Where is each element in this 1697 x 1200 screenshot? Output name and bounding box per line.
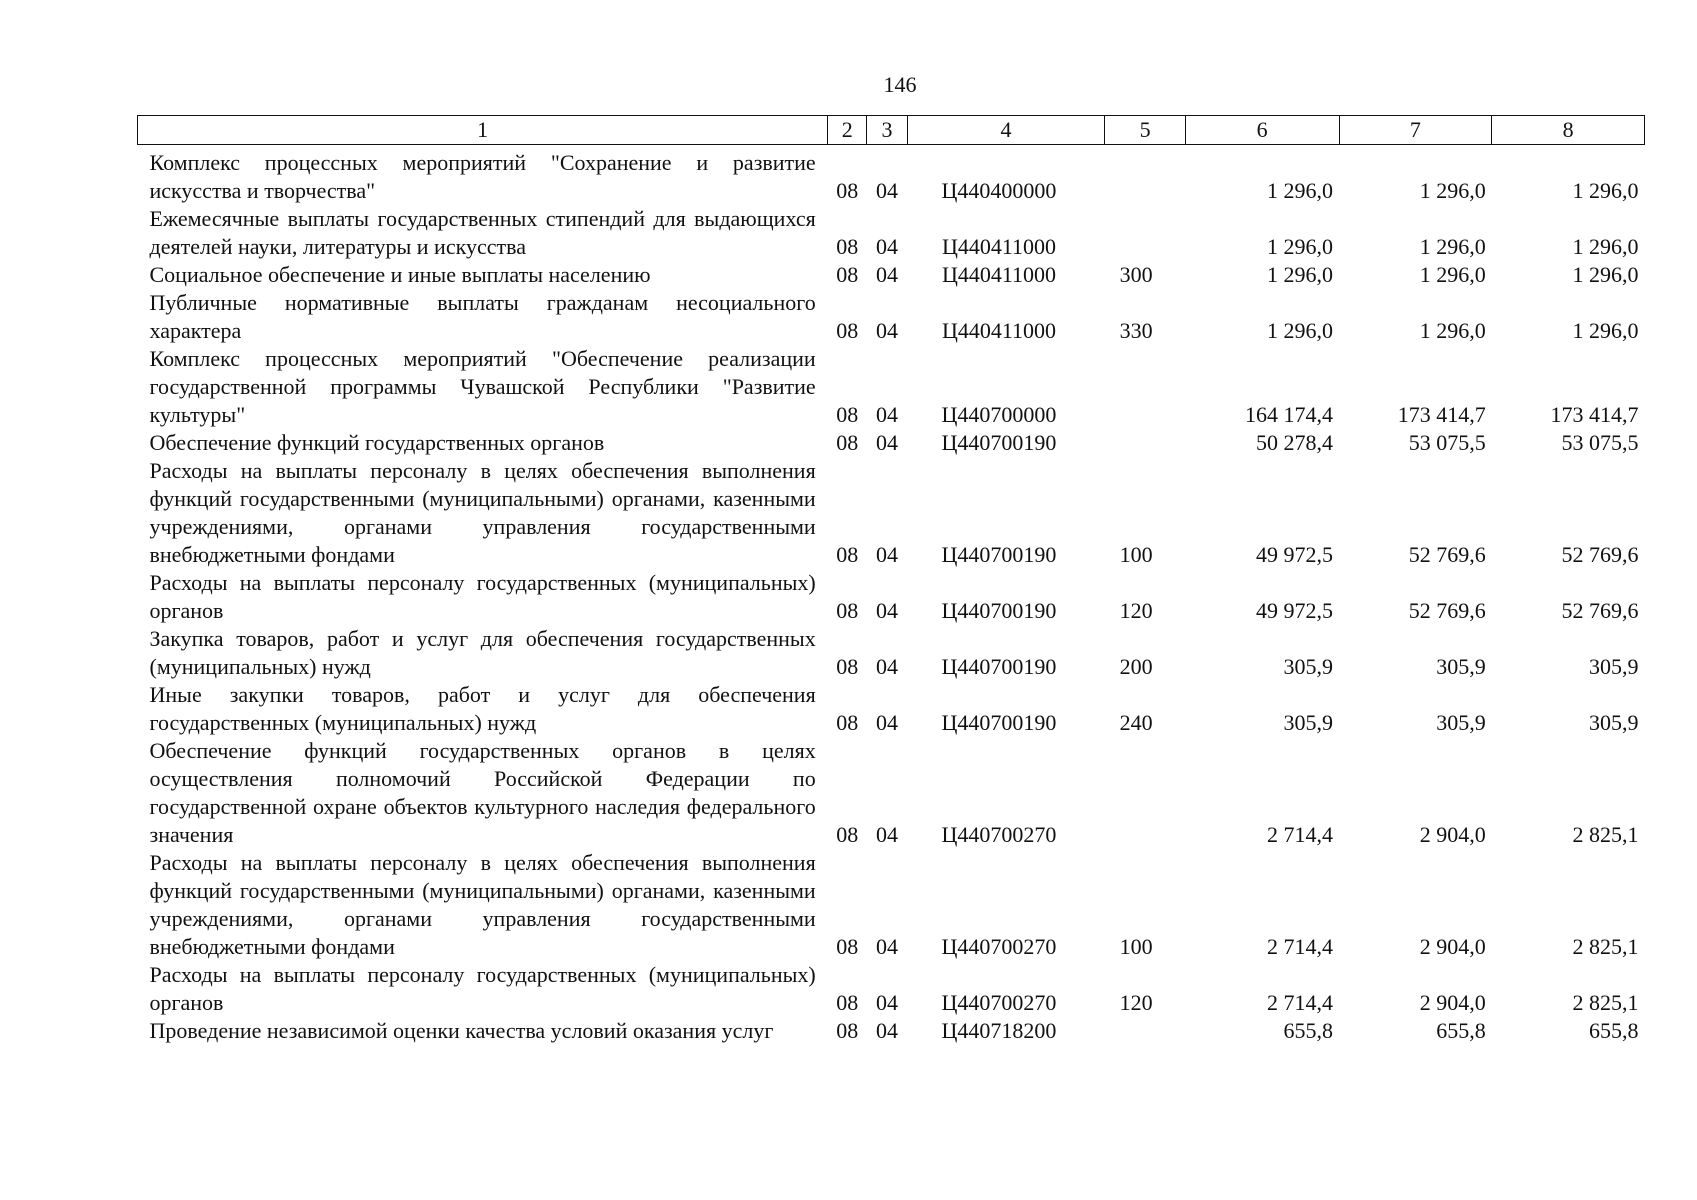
column-header-7: 7 — [1339, 116, 1492, 145]
row-section: 08 — [836, 822, 859, 847]
row-name: Обеспечение функций государственных органов в целях осуществления полномочий Российской Федерации по государственной охране объектов культурного наследия федерального значения — [149, 738, 816, 847]
row-value-col6: 655,8 — [1283, 1018, 1334, 1043]
row-name: Комплекс процессных мероприятий "Сохранение и развитие искусства и творчества" — [149, 150, 816, 203]
row-target-code: Ц440400000 — [941, 178, 1057, 203]
row-subsection: 04 — [875, 178, 898, 203]
row-name: Расходы на выплаты персоналу государственных (муниципальных) органов — [149, 570, 816, 623]
row-target-code: Ц440700000 — [941, 402, 1057, 427]
table-row — [138, 1017, 1645, 1045]
row-section: 08 — [836, 990, 859, 1015]
row-name: Социальное обеспечение и иные выплаты населению — [149, 262, 651, 287]
row-section: 08 — [836, 1018, 859, 1043]
row-section: 08 — [836, 598, 859, 623]
row-value-col7: 305,9 — [1436, 654, 1486, 679]
row-value-col8: 655,8 — [1589, 1018, 1639, 1043]
row-value-col8: 305,9 — [1589, 710, 1639, 735]
table-row — [138, 145, 1645, 206]
row-expense-type: 240 — [1119, 710, 1153, 735]
row-subsection: 04 — [875, 822, 898, 847]
table-row — [138, 681, 1645, 737]
row-target-code: Ц440700190 — [941, 542, 1057, 567]
row-subsection: 04 — [875, 710, 898, 735]
table-body — [138, 145, 1645, 1046]
row-name: Иные закупки товаров, работ и услуг для обеспечения государственных (муниципальных) нужд — [149, 682, 816, 735]
row-target-code: Ц440700270 — [941, 934, 1057, 959]
row-section: 08 — [836, 402, 859, 427]
column-header-4: 4 — [907, 116, 1105, 145]
row-section: 08 — [836, 318, 859, 343]
row-value-col6: 1 296,0 — [1267, 262, 1334, 287]
budget-table — [137, 115, 1645, 1045]
row-subsection: 04 — [875, 542, 898, 567]
row-target-code: Ц440718200 — [941, 1018, 1057, 1043]
column-header-8: 8 — [1492, 116, 1645, 145]
row-expense-type: 120 — [1119, 598, 1153, 623]
row-value-col8: 53 075,5 — [1561, 430, 1639, 455]
row-value-col7: 1 296,0 — [1419, 178, 1486, 203]
row-name: Публичные нормативные выплаты гражданам несоциального характера — [149, 290, 816, 343]
row-value-col6: 2 714,4 — [1267, 990, 1334, 1015]
row-value-col8: 1 296,0 — [1572, 318, 1639, 343]
row-target-code: Ц440700190 — [941, 598, 1057, 623]
row-value-col8: 1 296,0 — [1572, 178, 1639, 203]
row-name: Расходы на выплаты персоналу в целях обеспечения выполнения функций государственными (муниципальными) органами, казенными учреждениями, органами управления государственными внебюджетными фондами — [149, 458, 816, 567]
row-value-col7: 1 296,0 — [1419, 262, 1486, 287]
row-value-col8: 1 296,0 — [1572, 262, 1639, 287]
row-expense-type — [1105, 429, 1185, 457]
row-value-col6: 1 296,0 — [1267, 178, 1334, 203]
row-value-col7: 1 296,0 — [1419, 234, 1486, 259]
row-subsection: 04 — [875, 1018, 898, 1043]
row-value-col8: 1 296,0 — [1572, 234, 1639, 259]
row-section: 08 — [836, 934, 859, 959]
row-name: Закупка товаров, работ и услуг для обеспечения государственных (муниципальных) нужд — [149, 626, 816, 679]
row-subsection: 04 — [875, 654, 898, 679]
table-row — [138, 737, 1645, 849]
row-value-col6: 49 972,5 — [1256, 542, 1334, 567]
row-expense-type: 200 — [1119, 654, 1153, 679]
row-subsection: 04 — [875, 990, 898, 1015]
header-row — [138, 116, 1645, 145]
row-value-col6: 305,9 — [1283, 710, 1334, 735]
row-expense-type: 100 — [1119, 542, 1153, 567]
row-section: 08 — [836, 710, 859, 735]
row-expense-type — [1105, 345, 1185, 429]
row-value-col8: 52 769,6 — [1561, 598, 1639, 623]
row-value-col7: 655,8 — [1436, 1018, 1486, 1043]
table-row — [138, 261, 1645, 289]
column-header-6: 6 — [1185, 116, 1339, 145]
table-row — [138, 625, 1645, 681]
row-value-col7: 52 769,6 — [1408, 542, 1486, 567]
table-row — [138, 345, 1645, 429]
row-section: 08 — [836, 234, 859, 259]
row-value-col6: 1 296,0 — [1267, 234, 1334, 259]
row-section: 08 — [836, 262, 859, 287]
column-header-2: 2 — [828, 116, 867, 145]
row-value-col6: 164 174,4 — [1245, 402, 1334, 427]
column-header-3: 3 — [867, 116, 907, 145]
table-row — [138, 429, 1645, 457]
column-header-5: 5 — [1105, 116, 1185, 145]
row-target-code: Ц440700190 — [941, 430, 1057, 455]
row-value-col6: 305,9 — [1283, 654, 1334, 679]
row-target-code: Ц440411000 — [941, 234, 1057, 259]
row-target-code: Ц440700190 — [941, 710, 1057, 735]
row-expense-type — [1105, 145, 1185, 206]
row-target-code: Ц440700190 — [941, 654, 1057, 679]
row-expense-type: 100 — [1119, 934, 1153, 959]
row-expense-type — [1105, 737, 1185, 849]
row-name: Ежемесячные выплаты государственных стипендий для выдающихся деятелей науки, литературы и искусства — [149, 206, 816, 259]
row-name: Расходы на выплаты персоналу в целях обеспечения выполнения функций государственными (муниципальными) органами, казенными учреждениями, органами управления государственными внебюджетными фондами — [149, 850, 816, 959]
table-row — [138, 205, 1645, 261]
table-row — [138, 849, 1645, 961]
row-value-col7: 305,9 — [1436, 710, 1486, 735]
row-subsection: 04 — [875, 598, 898, 623]
row-target-code: Ц440700270 — [941, 822, 1057, 847]
row-value-col8: 2 825,1 — [1572, 934, 1639, 959]
row-section: 08 — [836, 430, 859, 455]
row-target-code: Ц440411000 — [941, 262, 1057, 287]
row-subsection: 04 — [875, 262, 898, 287]
row-value-col7: 173 414,7 — [1397, 402, 1486, 427]
row-expense-type: 330 — [1119, 318, 1153, 343]
table-row — [138, 961, 1645, 1017]
row-value-col6: 50 278,4 — [1256, 430, 1334, 455]
row-value-col8: 173 414,7 — [1550, 402, 1639, 427]
column-header-1: 1 — [138, 116, 828, 145]
row-value-col8: 305,9 — [1589, 654, 1639, 679]
row-expense-type — [1105, 205, 1185, 261]
row-value-col6: 2 714,4 — [1267, 822, 1334, 847]
row-value-col8: 52 769,6 — [1561, 542, 1639, 567]
row-value-col6: 2 714,4 — [1267, 934, 1334, 959]
row-subsection: 04 — [875, 934, 898, 959]
row-expense-type — [1105, 1017, 1185, 1045]
row-subsection: 04 — [875, 234, 898, 259]
row-section: 08 — [836, 542, 859, 567]
row-value-col7: 2 904,0 — [1419, 934, 1486, 959]
row-value-col7: 1 296,0 — [1419, 318, 1486, 343]
row-expense-type: 300 — [1119, 262, 1153, 287]
row-subsection: 04 — [875, 318, 898, 343]
table-row — [138, 289, 1645, 345]
row-name: Расходы на выплаты персоналу государственных (муниципальных) органов — [149, 962, 816, 1015]
row-section: 08 — [836, 178, 859, 203]
row-name: Комплекс процессных мероприятий "Обеспечение реализации государственной программы Чувашской Республики "Развитие культуры" — [149, 346, 816, 427]
row-name: Обеспечение функций государственных органов — [149, 430, 605, 455]
row-value-col6: 1 296,0 — [1267, 318, 1334, 343]
table-row — [138, 457, 1645, 569]
row-target-code: Ц440700270 — [941, 990, 1057, 1015]
row-name: Проведение независимой оценки качества условий оказания услуг — [149, 1018, 774, 1043]
row-value-col6: 49 972,5 — [1256, 598, 1334, 623]
row-section: 08 — [836, 654, 859, 679]
page-number: 146 — [883, 72, 917, 97]
row-value-col7: 2 904,0 — [1419, 822, 1486, 847]
row-expense-type: 120 — [1119, 990, 1153, 1015]
row-value-col8: 2 825,1 — [1572, 822, 1639, 847]
row-value-col7: 2 904,0 — [1419, 990, 1486, 1015]
table-header — [138, 116, 1645, 145]
row-value-col8: 2 825,1 — [1572, 990, 1639, 1015]
row-value-col7: 53 075,5 — [1408, 430, 1486, 455]
row-subsection: 04 — [875, 430, 898, 455]
row-subsection: 04 — [875, 402, 898, 427]
row-target-code: Ц440411000 — [941, 318, 1057, 343]
table-row — [138, 569, 1645, 625]
row-value-col7: 52 769,6 — [1408, 598, 1486, 623]
